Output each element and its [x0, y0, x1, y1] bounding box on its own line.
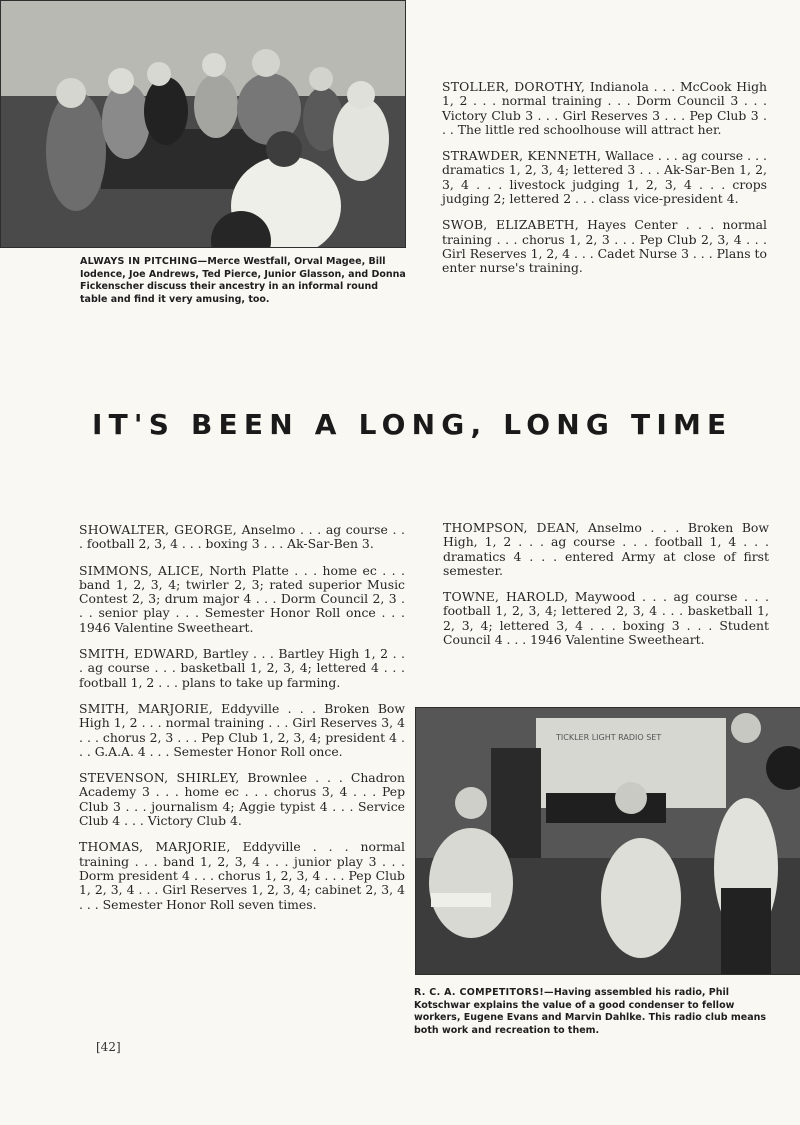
right-column [443, 521, 769, 659]
photo-radio-club-illustration [416, 708, 800, 974]
photo-top-caption-lead: ALWAYS IN PITCHING— [80, 256, 208, 267]
photo-radio-club [415, 707, 800, 975]
entry-name: SMITH, MARJORIE, [79, 700, 213, 716]
entry-name: THOMAS, MARJORIE, [79, 839, 231, 855]
entry-details: Eddyville . . . Broken Bow High 1, 2 . . . normal training . . . Girl Reserves 3, 4 . . . chorus 2, 3 . . . Pep Club 1, 2, 3, 4; president 4 . . . G.A.A. 4 . . . Semester Honor Roll once. [79, 700, 405, 759]
entry-thomas [79, 840, 405, 911]
page-number: [42] [96, 1040, 121, 1054]
photo-bottom-caption-text: Having assembled his radio, Phil Kotschwar explains the value of a good condenser to fellow workers, Eugene Evans and Marvin Dahlke. This radio club means both work and recreation to them. [414, 987, 767, 1036]
entry-name: STOLLER, DOROTHY, [442, 79, 586, 94]
entry-name: TOWNE, HAROLD, [443, 589, 569, 605]
photo-round-table [0, 0, 406, 248]
photo-round-table-illustration [1, 1, 405, 247]
entry-towne [443, 590, 769, 647]
photo-top-caption [80, 256, 407, 306]
entry-details: Anselmo . . . ag course . . . football 2, 3, 4 . . . boxing 3 . . . Ak-Sar-Ben 3. [79, 522, 405, 552]
radio-set-sign: TICKLER LIGHT RADIO SET [556, 733, 662, 742]
entry-details: Wallace . . . ag course . . . dramatics 1, 2, 3, 4; lettered 3 . . . Ak-Sar-Ben 1, 2, 3, 4 . . . livestock judging 1, 2, 3, 4 . . . crops judging 2; lettered 2 . . . class vice-president 4. [442, 148, 767, 207]
left-column [79, 523, 405, 924]
entry-smith-marjorie [79, 702, 405, 759]
entry-simmons [79, 564, 405, 635]
entry-name: STEVENSON, SHIRLEY, [79, 770, 240, 786]
entry-thompson [443, 521, 769, 578]
entry-smith-edward [79, 647, 405, 690]
entry-showalter [79, 523, 405, 552]
photo-top-caption-text: Merce Westfall, Orval Magee, Bill Iodence, Joe Andrews, Ted Pierce, Junior Glasson, and Donna Fickenscher discuss their ancestry in an informal round table and find it very amusing, too. [80, 256, 406, 305]
entry-name: SHOWALTER, GEORGE, [79, 522, 237, 537]
entry-stoller [442, 80, 767, 137]
page-headline: IT'S BEEN A LONG, LONG TIME [92, 408, 733, 441]
photo-bottom-caption-lead: R. C. A. COMPETITORS!— [414, 987, 554, 998]
entry-strawder [442, 149, 767, 206]
entry-name: SMITH, EDWARD, [79, 646, 199, 662]
entry-details: Bartley . . . Bartley High 1, 2 . . . ag course . . . basketball 1, 2, 3, 4; lettered 4 . . . football 1, 2 . . . plans to take up farming. [79, 646, 405, 690]
entry-details: Indianola . . . McCook High 1, 2 . . . normal training . . . Dorm Council 3 . . . Victory Club 3 . . . Girl Reserves 3 . . . Pep Club 3 . . . The little red schoolhouse will attract her. [442, 79, 767, 137]
entry-details: Anselmo . . . Broken Bow High, 1, 2 . . . ag course . . . football 1, 4 . . . dramatics 4 . . . entered Army at close of first semester. [443, 520, 769, 578]
entry-name: STRAWDER, KENNETH, [442, 148, 602, 164]
entry-details: Maywood . . . ag course . . . football 1, 2, 3, 4; lettered 2, 3, 4 . . . basketball 1, 2, 3, 4; lettered 3, 4 . . . boxing 3 . . . Student Council 4 . . . 1946 Valentine Sweetheart. [443, 589, 769, 648]
photo-bottom-caption [414, 987, 770, 1037]
entry-details: Hayes Center . . . normal training . . . chorus 1, 2, 3 . . . Pep Club 2, 3, 4 . . . Girl Reserves 1, 2, 4 . . . Cadet Nurse 3 . . . Plans to enter nurse's training. [442, 217, 767, 276]
entry-stevenson [79, 771, 405, 828]
entry-details: Brownlee . . . Chadron Academy 3 . . . home ec . . . chorus 3, 4 . . . Pep Club 3 . . . journalism 4; Aggie typist 4 . . . Service Club 4 . . . Victory Club 4. [79, 770, 405, 829]
entry-details: Eddyville . . . normal training . . . band 1, 2, 3, 4 . . . junior play 3 . . . Dorm president 4 . . . chorus 1, 2, 3, 4 . . . Pep Club 1, 2, 3, 4 . . . Girl Reserves 1, 2, 3, 4; cabinet 2, 3, 4 . . . Semester Honor Roll seven times. [79, 839, 406, 912]
entry-name: SIMMONS, ALICE, [79, 562, 204, 578]
entry-name: THOMPSON, DEAN, [443, 520, 580, 535]
entry-swob [442, 218, 767, 275]
entry-details: North Platte . . . home ec . . . band 1, 2, 3, 4; twirler 2, 3; rated superior Music Contest 2, 3; drum major 4 . . . Dorm Council 2, 3 . . . senior play . . . Semester Honor Roll once . . . 1946 Valentine Sweetheart. [79, 562, 405, 635]
top-right-column [442, 80, 767, 288]
entry-name: SWOB, ELIZABETH, [442, 217, 579, 233]
